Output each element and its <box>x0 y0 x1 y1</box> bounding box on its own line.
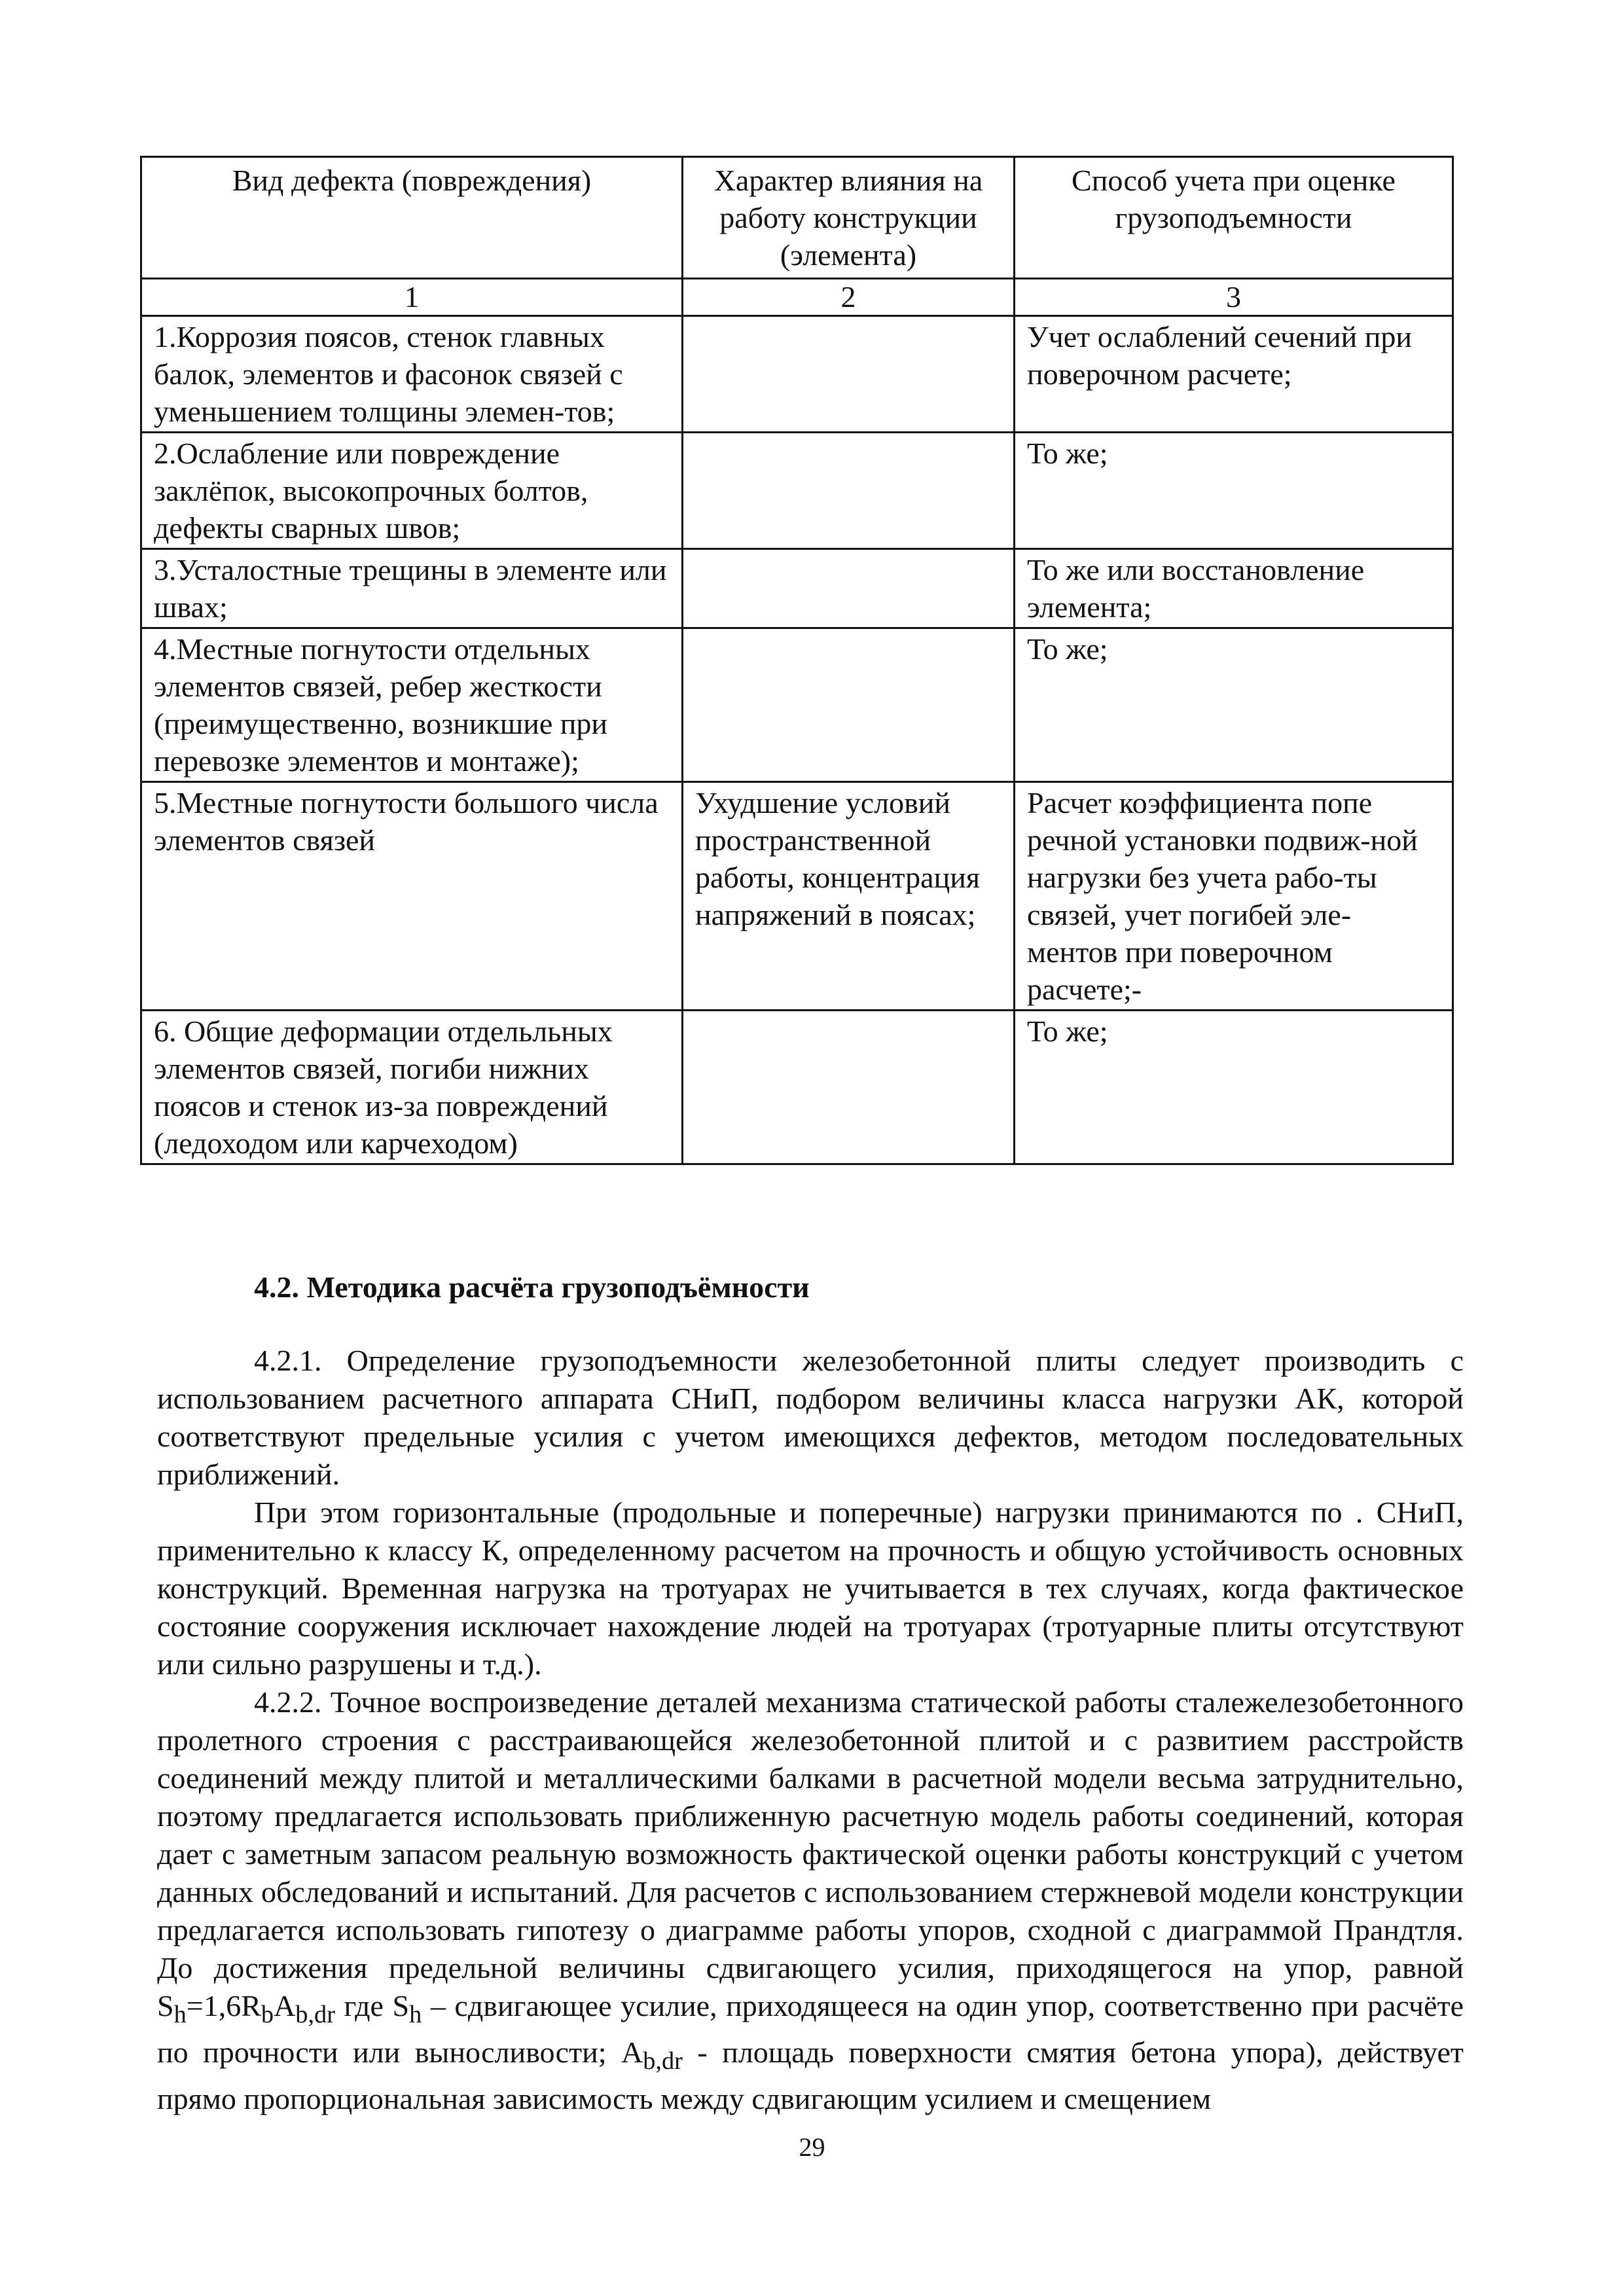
body-text <box>157 1342 1464 2118</box>
header-influence: Характер влияния на работу конструкции (элемента) <box>683 157 1015 279</box>
table-row <box>141 433 1453 549</box>
table-cell: Ухудшение условий пространственной работы, концентрация напряжений в поясах; <box>683 782 1015 1011</box>
table-cell <box>683 433 1015 549</box>
table-cell: То же; <box>1015 628 1453 782</box>
formula: $A_{b,dr}$ <box>621 2036 683 2075</box>
table-cell: То же; <box>1015 1011 1453 1164</box>
header-defect-type: Вид дефекта (повреждения) <box>141 157 683 279</box>
table-cell <box>683 549 1015 628</box>
header-accounting-method: Способ учета при оценке грузоподъемности <box>1015 157 1453 279</box>
section-title: 4.2. Методика расчёта грузоподъёмности <box>254 1270 810 1304</box>
table-cell: 2.Ослабление или повреждение заклёпок, высокопрочных болтов, дефекты сварных швов; <box>141 433 683 549</box>
table-row <box>141 316 1453 433</box>
paragraph-text: - площадь поверхности смятия бетона упора), действует прямо пропорциональная зависимость между сдвигающим усилием и смещением <box>157 2036 1464 2116</box>
table-cell: То же или восстановление элемента; <box>1015 549 1453 628</box>
defects-table <box>140 156 1454 1165</box>
table-cell: 6. Общие деформации отдельльных элементов связей, погиби нижних поясов и стенок из-за повреждений (ледоходом или карчеходом) <box>141 1011 683 1164</box>
table-cell: Учет ослаблений сечений при поверочном расчете; <box>1015 316 1453 433</box>
table-cell: 3.Усталостные трещины в элементе или швах; <box>141 549 683 628</box>
table-column-numbers-row <box>141 279 1453 316</box>
page-number: 29 <box>799 2132 825 2162</box>
column-number: 1 <box>141 279 683 316</box>
paragraph <box>157 1683 1464 2118</box>
table-cell: То же; <box>1015 433 1453 549</box>
table-header-row <box>141 157 1453 279</box>
table-cell: 1.Коррозия поясов, стенок главных балок, элементов и фасонок связей с уменьшением толщины элемен-тов; <box>141 316 683 433</box>
table-row <box>141 549 1453 628</box>
table-row <box>141 628 1453 782</box>
table-cell: Расчет коэффициента попе речной установки подвиж-ной нагрузки без учета рабо-ты связей, учет погибей эле-ментов при поверочном расчете;- <box>1015 782 1453 1011</box>
table-row <box>141 1011 1453 1164</box>
column-number: 3 <box>1015 279 1453 316</box>
paragraph-text: где <box>334 1989 393 2022</box>
table-cell <box>683 1011 1015 1164</box>
table-cell <box>683 316 1015 433</box>
column-number: 2 <box>683 279 1015 316</box>
paragraph: 4.2.1. Определение грузоподъемности железобетонной плиты следует производить с использованием расчетного аппарата СНиП, подбором величины класса нагрузки АК, которой соответствуют предельные усилия с учетом имеющихся дефектов, методом последовательных приближений. <box>157 1344 1464 1491</box>
table-cell: 4.Местные погнутости отдельных элементов связей, ребер жесткости (преимущественно, возникшие при перевозке элементов и монтаже); <box>141 628 683 782</box>
paragraph-text: 4.2.2. Точное воспроизведение деталей механизма статической работы сталежелезобетонного пролетного строения с расстраивающейся железобетонной плитой и с развитием расстройств соединений между плитой и металлическими балками в расчетной модели весьма затруднительно, поэтому предлагается использовать приближенную расчетную модель работы соединений, которая дает с заметным запасом реальную возможность фактической оценки работы конструкций с учетом данных обследований и испытаний. Для расчетов с использованием стержневой модели конструкции предлагается использовать гипотезу о диаграмме работы упоров, сходной с диаграммой Прандтля. До достижения предельной величины сдвигающего усилия, приходящегося на упор, равной <box>157 1685 1464 1984</box>
paragraph-text: – сдвигающее усилие, приходящееся на один упор, соответственно при расчёте по прочности или выносливости; <box>157 1989 1464 2070</box>
paragraph: При этом горизонтальные (продольные и поперечные) нагрузки принимаются по . СНиП, применительно к классу К, определенному расчетом на прочность и общую устойчивость основных конструкций. Временная нагрузка на тротуарах не учитывается в тех случаях, когда фактическое состояние сооружения исключает нахождение людей на тротуарах (тротуарные плиты отсутствуют или сильно разрушены и т.д.). <box>157 1496 1464 1681</box>
table-row <box>141 782 1453 1011</box>
table-cell: 5.Местные погнутости большого числа элементов связей <box>141 782 683 1011</box>
formula: $S_h=1,6R_bA_{b,dr}$ <box>157 1989 335 2029</box>
table-cell <box>683 628 1015 782</box>
formula: $S_h$ <box>392 1989 422 2029</box>
